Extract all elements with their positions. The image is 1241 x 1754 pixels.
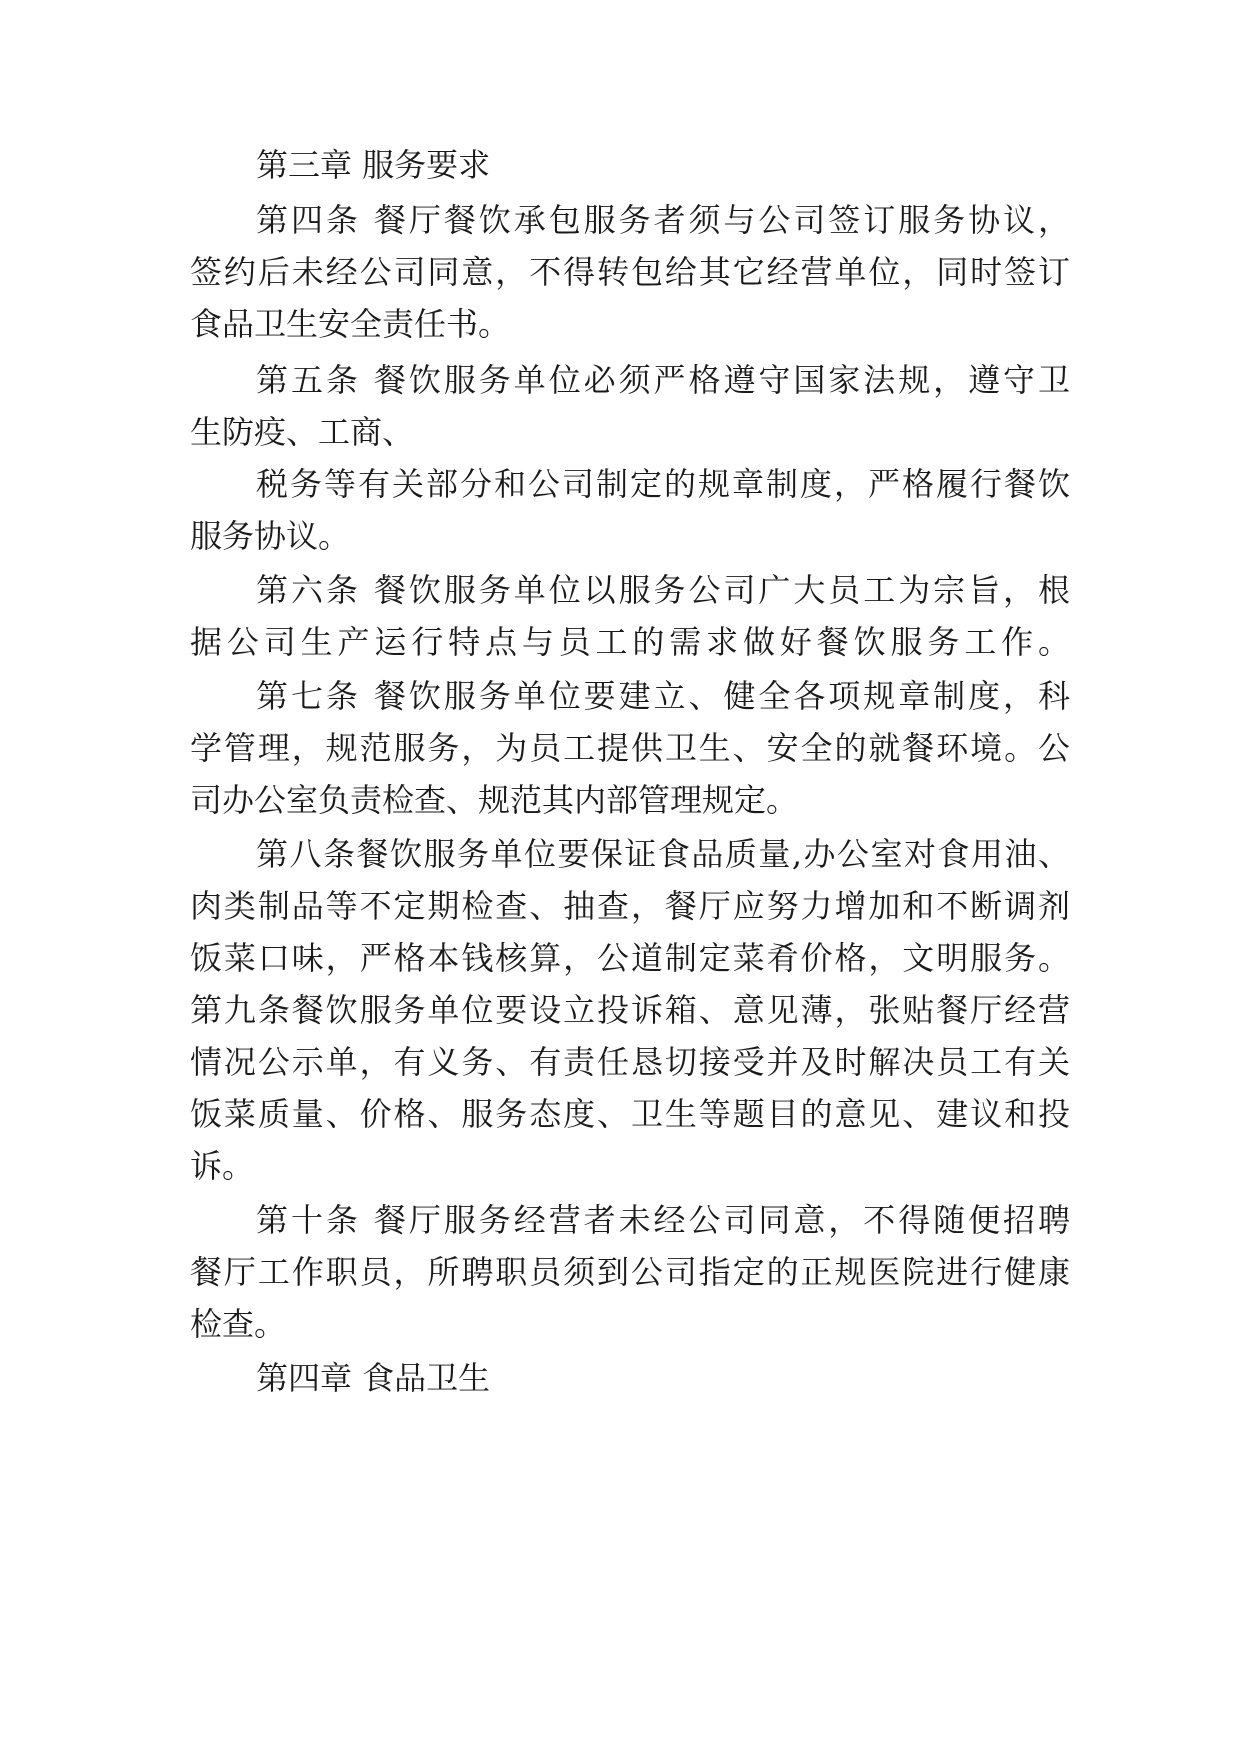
article-5-line-1: 第五条 餐饮服务单位必须严格遵守国家法规，遵守卫 [256,361,1070,399]
article-9-line-2: 情况公示单，有义务、有责任恳切接受并及时解决员工有关 [190,1043,1070,1081]
article-7-line-2: 学管理，规范服务，为员工提供卫生、安全的就餐环境。公 [190,729,1070,767]
article-6-line-2: 据公司生产运行特点与员工的需求做好餐饮服务工作。 [190,623,1070,661]
article-9-line-3: 饭菜质量、价格、服务态度、卫生等题目的意见、建议和投 [190,1095,1070,1133]
article-10-line-3: 检查。 [190,1305,287,1343]
article-4-line-1: 第四条 餐厅餐饮承包服务者须与公司签订服务协议， [256,201,1070,239]
chapter-3-heading: 第三章 服务要求 [256,146,491,184]
article-9-line-1: 第九条餐饮服务单位要设立投诉箱、意见薄，张贴餐厅经营 [190,991,1070,1029]
article-5-line-3: 税务等有关部分和公司制定的规章制度，严格履行餐饮 [256,465,1070,503]
article-10-line-2: 餐厅工作职员，所聘职员须到公司指定的正规医院进行健康 [190,1253,1070,1291]
article-8-line-3: 饭菜口味，严格本钱核算，公道制定菜肴价格，文明服务。 [190,939,1070,977]
article-7-line-1: 第七条 餐饮服务单位要建立、健全各项规章制度，科 [256,677,1070,715]
article-10-line-1: 第十条 餐厅服务经营者未经公司同意，不得随便招聘 [256,1201,1070,1239]
chapter-4-heading: 第四章 食品卫生 [256,1359,491,1397]
article-5-line-4: 服务协议。 [190,517,351,555]
article-8-line-2: 肉类制品等不定期检查、抽查，餐厅应努力增加和不断调剂 [190,887,1070,925]
article-7-line-3: 司办公室负责检查、规范其内部管理规定。 [190,781,799,819]
article-4-line-2: 签约后未经公司同意，不得转包给其它经营单位，同时签订 [190,253,1070,291]
article-4-line-3: 食品卫生安全责任书。 [190,305,511,343]
article-5-line-2: 生防疫、工商、 [190,413,415,451]
article-6-line-1: 第六条 餐饮服务单位以服务公司广大员工为宗旨，根 [256,571,1070,609]
article-9-line-4: 诉。 [190,1147,255,1185]
article-8-line-1: 第八条餐饮服务单位要保证食品质量,办公室对食用油、 [256,835,1070,873]
